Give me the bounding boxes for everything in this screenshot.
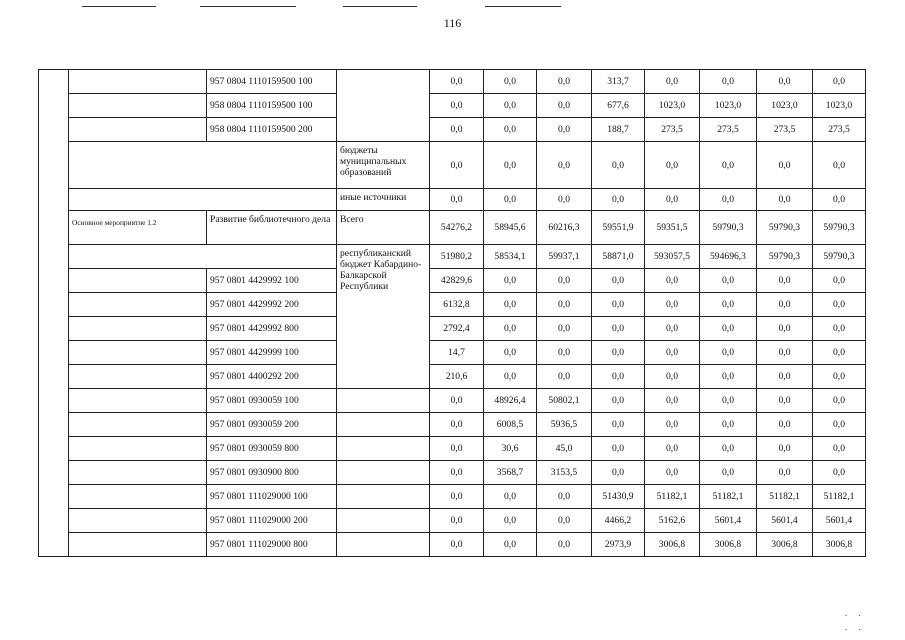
empty-cell [69, 317, 207, 341]
value-cell: 51430,9 [592, 485, 645, 509]
value-cell: 59790,3 [813, 211, 866, 245]
value-cell: 51182,1 [700, 485, 757, 509]
budget-code: 958 0804 1110159500 100 [207, 94, 337, 118]
value-cell: 5162,6 [645, 509, 700, 533]
value-cell: 0,0 [430, 437, 484, 461]
value-cell: 59790,3 [700, 211, 757, 245]
source-cell [337, 461, 430, 485]
value-cell: 0,0 [757, 142, 813, 189]
value-cell: 1023,0 [813, 94, 866, 118]
budget-code: 957 0804 1110159500 100 [207, 70, 337, 94]
page-number: 116 [443, 16, 462, 30]
value-cell: 0,0 [430, 189, 484, 211]
value-cell: 0,0 [757, 413, 813, 437]
value-cell: 1023,0 [757, 94, 813, 118]
value-cell: 59351,5 [645, 211, 700, 245]
value-cell: 0,0 [813, 437, 866, 461]
activity-label: Основное мероприятие 1.2 [69, 211, 207, 245]
table-row [39, 389, 866, 413]
value-cell: 0,0 [645, 389, 700, 413]
value-cell: 0,0 [537, 142, 592, 189]
table-row [39, 317, 866, 341]
value-cell: 0,0 [700, 269, 757, 293]
value-cell: 0,0 [592, 269, 645, 293]
left-margin-cell [39, 70, 69, 557]
value-cell: 30,6 [484, 437, 537, 461]
value-cell: 0,0 [537, 317, 592, 341]
value-cell: 0,0 [645, 341, 700, 365]
empty-cell [69, 413, 207, 437]
empty-cell [69, 509, 207, 533]
table-row [39, 142, 866, 189]
table-row [39, 211, 866, 245]
value-cell: 0,0 [645, 437, 700, 461]
value-cell: 0,0 [700, 317, 757, 341]
value-cell: 51182,1 [645, 485, 700, 509]
value-cell: 273,5 [700, 118, 757, 142]
value-cell: 0,0 [592, 142, 645, 189]
value-cell: 58945,6 [484, 211, 537, 245]
funding-source: республиканский бюджет Кабардино-Балкарской Республики [337, 245, 430, 389]
value-cell: 60216,3 [537, 211, 592, 245]
table-row [39, 533, 866, 557]
value-cell: 0,0 [592, 341, 645, 365]
budget-code: 958 0804 1110159500 200 [207, 118, 337, 142]
value-cell: 0,0 [484, 142, 537, 189]
budget-code: 957 0801 4429992 800 [207, 317, 337, 341]
value-cell: 0,0 [430, 118, 484, 142]
source-cell [337, 533, 430, 557]
value-cell: 313,7 [592, 70, 645, 94]
value-cell: 0,0 [700, 437, 757, 461]
empty-cell [69, 341, 207, 365]
value-cell: 0,0 [813, 365, 866, 389]
table-row [39, 485, 866, 509]
budget-code: 957 0801 0930900 800 [207, 461, 337, 485]
value-cell: 0,0 [645, 70, 700, 94]
value-cell: 0,0 [813, 70, 866, 94]
header-rule [485, 6, 561, 7]
budget-table [38, 69, 866, 557]
value-cell: 14,7 [430, 341, 484, 365]
value-cell: 0,0 [645, 365, 700, 389]
value-cell: 188,7 [592, 118, 645, 142]
table-row [39, 70, 866, 94]
value-cell: 42829,6 [430, 269, 484, 293]
value-cell: 0,0 [484, 118, 537, 142]
value-cell: 0,0 [757, 269, 813, 293]
value-cell: 0,0 [813, 142, 866, 189]
table-row [39, 341, 866, 365]
value-cell: 59790,3 [757, 245, 813, 269]
value-cell: 54276,2 [430, 211, 484, 245]
value-cell: 0,0 [645, 317, 700, 341]
value-cell: 6132,8 [430, 293, 484, 317]
value-cell: 593057,5 [645, 245, 700, 269]
value-cell: 0,0 [537, 365, 592, 389]
value-cell: 3006,8 [813, 533, 866, 557]
table-row [39, 437, 866, 461]
value-cell: 0,0 [537, 485, 592, 509]
value-cell: 0,0 [813, 341, 866, 365]
empty-cell [69, 533, 207, 557]
value-cell: 210,6 [430, 365, 484, 389]
value-cell: 0,0 [484, 509, 537, 533]
empty-cell [69, 189, 337, 211]
value-cell: 0,0 [757, 189, 813, 211]
value-cell: 0,0 [484, 70, 537, 94]
value-cell: 273,5 [813, 118, 866, 142]
value-cell: 58534,1 [484, 245, 537, 269]
value-cell: 0,0 [757, 341, 813, 365]
value-cell: 0,0 [592, 461, 645, 485]
value-cell: 0,0 [430, 533, 484, 557]
funding-source: иные источники [337, 189, 430, 211]
budget-code: 957 0801 4429992 200 [207, 293, 337, 317]
value-cell: 59790,3 [813, 245, 866, 269]
value-cell: 0,0 [700, 365, 757, 389]
value-cell: 0,0 [484, 485, 537, 509]
value-cell: 273,5 [757, 118, 813, 142]
budget-code: 957 0801 111029000 200 [207, 509, 337, 533]
table-row [39, 245, 866, 269]
value-cell: 0,0 [757, 293, 813, 317]
table-row [39, 461, 866, 485]
value-cell: 0,0 [484, 189, 537, 211]
value-cell: 677,6 [592, 94, 645, 118]
value-cell: 0,0 [537, 269, 592, 293]
value-cell: 0,0 [813, 317, 866, 341]
value-cell: 1023,0 [700, 94, 757, 118]
budget-code: 957 0801 0930059 100 [207, 389, 337, 413]
value-cell: 0,0 [813, 461, 866, 485]
value-cell: 0,0 [645, 269, 700, 293]
source-cell [337, 509, 430, 533]
value-cell: 4466,2 [592, 509, 645, 533]
value-cell: 5601,4 [813, 509, 866, 533]
value-cell: 59937,1 [537, 245, 592, 269]
value-cell: 0,0 [645, 461, 700, 485]
funding-source: Всего [337, 211, 430, 245]
empty-cell [69, 142, 337, 189]
value-cell: 0,0 [592, 293, 645, 317]
value-cell: 0,0 [645, 293, 700, 317]
value-cell: 5601,4 [757, 509, 813, 533]
value-cell: 0,0 [484, 293, 537, 317]
value-cell: 51980,2 [430, 245, 484, 269]
value-cell: 0,0 [700, 413, 757, 437]
value-cell: 0,0 [484, 269, 537, 293]
value-cell: 0,0 [700, 389, 757, 413]
scan-mark: . . [845, 608, 861, 618]
value-cell: 0,0 [757, 461, 813, 485]
value-cell: 0,0 [484, 533, 537, 557]
value-cell: 0,0 [537, 533, 592, 557]
value-cell: 0,0 [813, 413, 866, 437]
value-cell: 0,0 [813, 189, 866, 211]
budget-code: 957 0801 0930059 800 [207, 437, 337, 461]
value-cell: 5601,4 [700, 509, 757, 533]
value-cell: 0,0 [757, 70, 813, 94]
value-cell: 0,0 [592, 365, 645, 389]
header-rule [82, 6, 156, 7]
table-row [39, 269, 866, 293]
value-cell: 0,0 [430, 70, 484, 94]
value-cell: 0,0 [537, 118, 592, 142]
activity-name: Развитие библиотечного дела [207, 211, 337, 245]
value-cell: 594696,3 [700, 245, 757, 269]
empty-cell [69, 461, 207, 485]
value-cell: 6008,5 [484, 413, 537, 437]
value-cell: 3006,8 [700, 533, 757, 557]
source-cell [337, 413, 430, 437]
table-row [39, 413, 866, 437]
table-row [39, 509, 866, 533]
value-cell: 0,0 [537, 189, 592, 211]
value-cell: 0,0 [537, 70, 592, 94]
value-cell: 3006,8 [757, 533, 813, 557]
value-cell: 0,0 [645, 142, 700, 189]
value-cell: 0,0 [700, 142, 757, 189]
value-cell: 50802,1 [537, 389, 592, 413]
empty-cell [69, 389, 207, 413]
table-row [39, 94, 866, 118]
source-cell [337, 485, 430, 509]
value-cell: 0,0 [430, 94, 484, 118]
budget-code: 957 0801 4400292 200 [207, 365, 337, 389]
value-cell: 0,0 [645, 413, 700, 437]
empty-cell [69, 365, 207, 389]
empty-cell [69, 269, 207, 293]
value-cell: 0,0 [537, 94, 592, 118]
value-cell: 3006,8 [645, 533, 700, 557]
budget-code: 957 0801 4429999 100 [207, 341, 337, 365]
funding-source: бюджеты муниципальных образований [337, 142, 430, 189]
value-cell: 0,0 [757, 317, 813, 341]
table-row [39, 365, 866, 389]
value-cell: 0,0 [430, 461, 484, 485]
value-cell: 0,0 [430, 509, 484, 533]
value-cell: 0,0 [592, 189, 645, 211]
value-cell: 51182,1 [813, 485, 866, 509]
empty-cell [69, 94, 207, 118]
header-rule [343, 6, 417, 7]
value-cell: 0,0 [537, 509, 592, 533]
value-cell: 0,0 [813, 389, 866, 413]
value-cell: 2973,9 [592, 533, 645, 557]
value-cell: 0,0 [537, 293, 592, 317]
table-row [39, 293, 866, 317]
value-cell: 0,0 [813, 269, 866, 293]
value-cell: 0,0 [484, 317, 537, 341]
value-cell: 3153,5 [537, 461, 592, 485]
value-cell: 0,0 [484, 341, 537, 365]
value-cell: 273,5 [645, 118, 700, 142]
value-cell: 0,0 [645, 189, 700, 211]
source-cell [337, 389, 430, 413]
value-cell: 0,0 [592, 413, 645, 437]
budget-code: 957 0801 111029000 800 [207, 533, 337, 557]
empty-cell [69, 118, 207, 142]
value-cell: 0,0 [430, 142, 484, 189]
source-cell [337, 70, 430, 142]
empty-cell [69, 293, 207, 317]
empty-cell [69, 70, 207, 94]
value-cell: 0,0 [757, 437, 813, 461]
value-cell: 0,0 [430, 485, 484, 509]
value-cell: 0,0 [700, 293, 757, 317]
header-rule [200, 6, 296, 7]
value-cell: 0,0 [592, 317, 645, 341]
empty-cell [69, 485, 207, 509]
value-cell: 0,0 [700, 189, 757, 211]
table-row [39, 118, 866, 142]
budget-code: 957 0801 111029000 100 [207, 485, 337, 509]
value-cell: 0,0 [700, 341, 757, 365]
empty-cell [69, 437, 207, 461]
value-cell: 0,0 [700, 70, 757, 94]
budget-code: 957 0801 4429992 100 [207, 269, 337, 293]
value-cell: 0,0 [484, 94, 537, 118]
empty-cell [69, 245, 337, 269]
value-cell: 0,0 [813, 293, 866, 317]
value-cell: 0,0 [430, 389, 484, 413]
value-cell: 3568,7 [484, 461, 537, 485]
source-cell [337, 437, 430, 461]
budget-code: 957 0801 0930059 200 [207, 413, 337, 437]
value-cell: 5936,5 [537, 413, 592, 437]
value-cell: 0,0 [592, 389, 645, 413]
value-cell: 59551,9 [592, 211, 645, 245]
value-cell: 1023,0 [645, 94, 700, 118]
value-cell: 0,0 [430, 413, 484, 437]
value-cell: 0,0 [757, 389, 813, 413]
value-cell: 0,0 [700, 461, 757, 485]
value-cell: 48926,4 [484, 389, 537, 413]
table-row [39, 189, 866, 211]
value-cell: 51182,1 [757, 485, 813, 509]
value-cell: 0,0 [757, 365, 813, 389]
scan-mark: . . [845, 622, 861, 632]
value-cell: 2792,4 [430, 317, 484, 341]
value-cell: 0,0 [484, 365, 537, 389]
value-cell: 45,0 [537, 437, 592, 461]
value-cell: 58871,0 [592, 245, 645, 269]
value-cell: 59790,3 [757, 211, 813, 245]
value-cell: 0,0 [537, 341, 592, 365]
value-cell: 0,0 [592, 437, 645, 461]
